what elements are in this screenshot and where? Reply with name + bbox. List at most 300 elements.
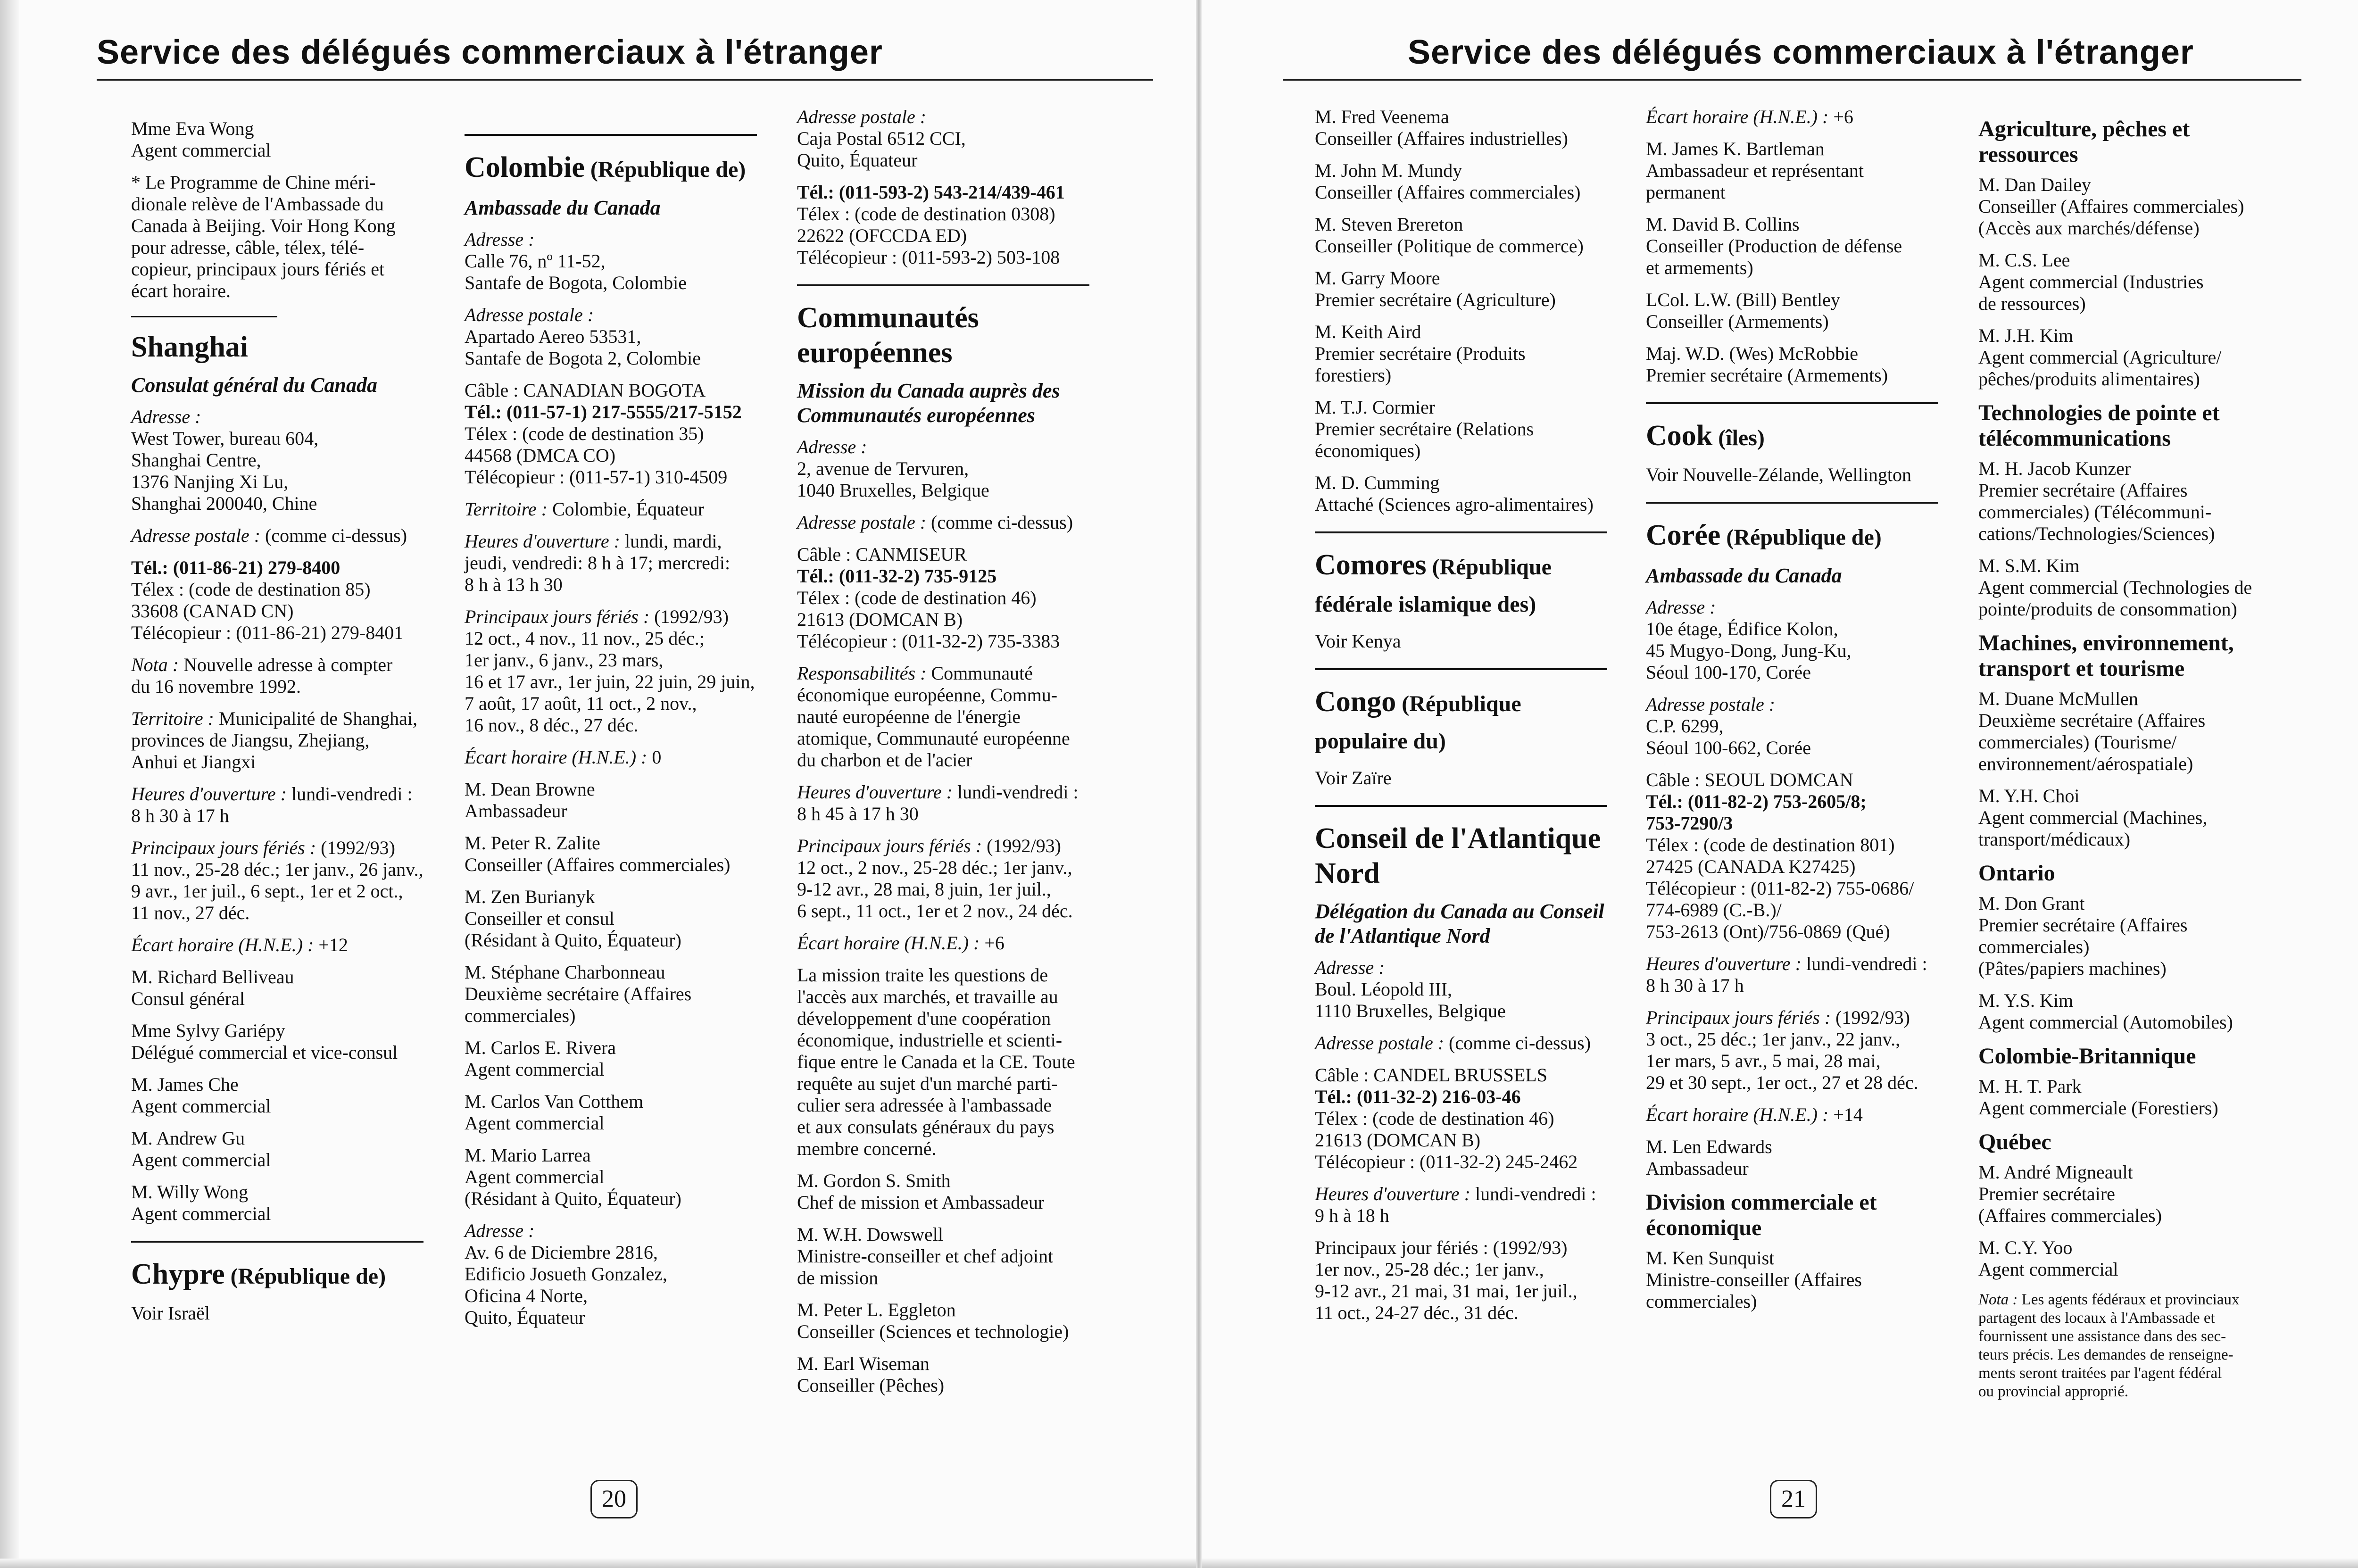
entry-line: provinces de Jiangsu, Zhejiang, (131, 730, 370, 751)
column-4 (1315, 106, 1607, 1334)
section-heading-title: Cook (1646, 420, 1713, 452)
entry-line: Télex : (code de destination 0308) (797, 203, 1055, 224)
directory-entry (131, 118, 423, 161)
field-label: Écart horaire (H.N.E.) : (1646, 106, 1829, 127)
section-heading (131, 1257, 423, 1294)
directory-entry (1315, 767, 1607, 789)
directory-entry (131, 1181, 423, 1225)
entry-line: LCol. L.W. (Bill) Bentley (1646, 289, 1840, 310)
field-value: (comme ci-dessus) (260, 525, 407, 546)
entry-line: Attaché (Sciences agro-alimentaires) (1315, 494, 1594, 515)
directory-entry (797, 932, 1089, 954)
field-label: Adresse postale : (797, 512, 927, 533)
entry-line: environnement/aérospatiale) (1978, 753, 2193, 774)
entry-line: Agent commercial (465, 1112, 605, 1134)
entry-line: et aux consulats généraux du pays (797, 1116, 1054, 1137)
directory-entry (465, 1145, 757, 1210)
section-heading-qualifier: (République fédérale islamique des) (1315, 555, 1552, 617)
entry-line: Ministre-conseiller et chef adjoint (797, 1245, 1054, 1267)
entry-line: M. Richard Belliveau (131, 966, 294, 987)
entry-line: M. C.S. Lee (1978, 249, 2070, 271)
entry-line: 11 oct., 24-27 déc., 31 déc. (1315, 1302, 1519, 1323)
field-label: Adresse postale : (131, 525, 261, 546)
field-label: Adresse postale : (465, 304, 594, 325)
entry-line: M. J.H. Kim (1978, 325, 2074, 346)
entry-line: Agent commercial (465, 1059, 605, 1080)
directory-entry (1315, 1032, 1607, 1054)
entry-line: 1er nov., 25-28 déc.; 1er janv., (1315, 1259, 1544, 1280)
office-name: Mission du Canada auprès des Communautés européennes (797, 379, 1060, 427)
directory-entry (1315, 106, 1607, 149)
entry-line: (Affaires commerciales) (1978, 1205, 2162, 1226)
entry-line: Télécopieur : (011-32-2) 245-2462 (1315, 1151, 1578, 1172)
directory-entry (797, 964, 1089, 1160)
field-value: +12 (314, 934, 348, 955)
entry-line: 774-6989 (C.-B.)/ (1646, 899, 1782, 921)
entry-line: M. Andrew Gu (131, 1128, 245, 1149)
office-name: Consulat général du Canada (131, 373, 378, 397)
directory-entry (1978, 893, 2280, 979)
entry-line: commerciales) (1646, 1291, 1757, 1312)
directory-entry (1646, 464, 1938, 486)
directory-entry (797, 835, 1089, 922)
directory-entry (465, 886, 757, 951)
directory-entry (797, 663, 1089, 771)
directory-entry (1315, 267, 1607, 311)
directory-entry (1315, 472, 1607, 515)
entry-line: 44568 (DMCA CO) (465, 445, 616, 466)
entry-line: Apartado Aereo 53531, (465, 326, 641, 347)
entry-line: Voir Kenya (1315, 631, 1401, 652)
section-divider (1315, 531, 1607, 533)
entry-line: 1er mars, 5 avr., 5 mai, 28 mai, (1646, 1050, 1881, 1071)
entry-line: écart horaire. (131, 280, 231, 301)
entry-line: Agent commercial (Technologies de (1978, 577, 2252, 598)
entry-line: Conseiller (Pêches) (797, 1375, 945, 1396)
field-value: Nouvelle adresse à compter (179, 654, 393, 675)
entry-line: 16 nov., 8 déc., 27 déc. (465, 714, 639, 736)
entry-line: 1110 Bruxelles, Belgique (1315, 1000, 1506, 1021)
entry-line: Av. 6 de Diciembre 2816, (465, 1242, 658, 1263)
entry-line: 12 oct., 4 nov., 11 nov., 25 déc.; (465, 628, 705, 649)
directory-entry (465, 304, 757, 369)
directory-entry (797, 1170, 1089, 1213)
directory-entry (1646, 1136, 1938, 1179)
entry-line: Télex : (code de destination 46) (1315, 1108, 1554, 1129)
section-heading (131, 330, 423, 365)
entry-line: permanent (1646, 182, 1726, 203)
field-label: Adresse : (131, 406, 201, 427)
entry-line: C.P. 6299, (1646, 715, 1724, 737)
directory-entry (131, 1128, 423, 1171)
directory-entry (797, 182, 1089, 268)
entry-line: Canada à Beijing. Voir Hong Kong (131, 215, 396, 236)
section-heading (1315, 821, 1607, 891)
directory-entry (1646, 769, 1938, 943)
entry-line: Santafe de Bogota, Colombie (465, 272, 687, 293)
directory-entry (797, 1353, 1089, 1396)
directory-entry (465, 380, 757, 488)
section-heading-qualifier: (îles) (1712, 425, 1765, 450)
entry-line: copieur, principaux jours fériés et (131, 258, 385, 280)
entry-line: Premier secrétaire (Affaires (1978, 480, 2188, 501)
entry-line: M. Y.S. Kim (1978, 990, 2074, 1011)
entry-line: M. Duane McMullen (1978, 688, 2138, 709)
entry-line: Voir Zaïre (1315, 767, 1392, 788)
entry-line: Télécopieur : (011-32-2) 735-3383 (797, 631, 1060, 652)
entry-line: M. H. T. Park (1978, 1076, 2082, 1097)
entry-line: West Tower, bureau 604, (131, 428, 319, 449)
entry-line: requête au sujet d'un marché parti- (797, 1073, 1058, 1094)
directory-entry (1315, 631, 1607, 652)
entry-line: M. James K. Bartleman (1646, 138, 1825, 159)
entry-line: Anhui et Jiangxi (131, 751, 256, 772)
subsection-heading: Division commerciale et économique (1646, 1190, 1877, 1240)
entry-line: M. Gordon S. Smith (797, 1170, 951, 1191)
directory-entry (1315, 214, 1607, 257)
directory-entry (1646, 953, 1938, 996)
entry-line: (Pâtes/papiers machines) (1978, 958, 2167, 979)
directory-entry (1646, 138, 1938, 203)
entry-line: ments seront traitées par l'agent fédéral (1978, 1365, 2222, 1382)
entry-line: Agent commerciale (Forestiers) (1978, 1097, 2218, 1119)
entry-line: fique entre le Canada et la CE. Toute (797, 1051, 1075, 1072)
section-heading-qualifier: (République populaire du) (1315, 691, 1521, 754)
entry-line: 22622 (OFCCDA ED) (797, 225, 967, 246)
entry-line: de ressources) (1978, 293, 2086, 314)
entry-line: Shanghai 200040, Chine (131, 493, 317, 514)
entry-line: M. D. Cumming (1315, 472, 1440, 493)
subsection-heading: Agriculture, pêches et ressources (1978, 116, 2190, 167)
field-label: Écart horaire (H.N.E.) : (131, 934, 314, 955)
field-value: lundi-vendredi : (1801, 953, 1927, 974)
field-value: 0 (647, 747, 662, 768)
entry-line: 753-7290/3 (1646, 813, 1733, 834)
entry-line: Premier secrétaire (Armements) (1646, 365, 1888, 386)
entry-line: l'accès aux marchés, et travaille au (797, 986, 1058, 1007)
entry-line: Câble : CANADIAN BOGOTA (465, 380, 706, 401)
section-heading (797, 300, 1089, 370)
entry-line: M. T.J. Cormier (1315, 397, 1436, 418)
directory-entry (465, 1091, 757, 1134)
entry-line: Conseiller (Armements) (1646, 311, 1829, 332)
entry-line: Tél.: (011-32-2) 216-03-46 (1315, 1086, 1521, 1107)
entry-line: 16 et 17 avr., 1er juin, 22 juin, 29 juin, (465, 671, 755, 692)
field-label: Nota : (1978, 1291, 2018, 1308)
left-page-header: Service des délégués commerciaux à l'étranger (97, 33, 883, 71)
field-value: Communauté (926, 663, 1033, 684)
entry-line: Télex : (code de destination 35) (465, 423, 704, 444)
directory-entry (131, 966, 423, 1010)
field-label: Écart horaire (H.N.E.) : (1646, 1104, 1829, 1125)
section-heading (1646, 418, 1938, 456)
field-label: Heures d'ouverture : (131, 783, 287, 805)
entry-line: Délégué commercial et vice-consul (131, 1042, 398, 1063)
directory-entry (465, 606, 757, 736)
entry-line: 1040 Bruxelles, Belgique (797, 480, 989, 501)
entry-line: Tél.: (011-86-21) 279-8400 (131, 557, 340, 578)
entry-line: M. Carlos Van Cotthem (465, 1091, 644, 1112)
entry-line: M. Garry Moore (1315, 267, 1440, 289)
entry-line: Quito, Équateur (465, 1307, 585, 1328)
entry-line: M. James Che (131, 1074, 239, 1095)
entry-line: Agent commercial (1978, 1259, 2118, 1280)
entry-line: du 16 novembre 1992. (131, 676, 301, 697)
entry-line: 8 h 30 à 17 h (1646, 975, 1744, 996)
entry-line: M. Dean Browne (465, 779, 595, 800)
directory-entry (1978, 249, 2280, 315)
directory-entry (1978, 688, 2280, 775)
column-3 (797, 106, 1089, 1407)
entry-line: Santafe de Bogota 2, Colombie (465, 348, 701, 369)
office-name: Ambassade du Canada (465, 196, 661, 219)
field-value: (1992/93) (649, 606, 729, 627)
entry-line: pointe/produits de consommation) (1978, 598, 2237, 620)
directory-entry (1646, 289, 1938, 332)
directory-entry (131, 172, 423, 302)
directory-entry (465, 1220, 757, 1328)
directory-entry (797, 106, 1089, 171)
entry-line: 753-2613 (Ont)/756-0869 (Qué) (1646, 921, 1890, 942)
entry-line: nauté européenne de l'énergie (797, 706, 1021, 727)
directory-entry (797, 544, 1089, 652)
entry-line: M. H. Jacob Kunzer (1978, 458, 2131, 479)
entry-line: Calle 76, nº 11-52, (465, 250, 606, 272)
entry-line: Agent commercial (Automobiles) (1978, 1012, 2233, 1033)
entry-line: teurs précis. Les demandes de renseigne- (1978, 1346, 2233, 1363)
entry-line: Agent commercial (Agriculture/ (1978, 347, 2222, 368)
subsection-heading: Colombie-Britannique (1978, 1044, 2196, 1069)
entry-line: économiques) (1315, 440, 1421, 461)
entry-line: transport/médicaux) (1978, 829, 2131, 850)
field-label: Principaux jours fériés : (797, 835, 982, 856)
directory-entry (1315, 1064, 1607, 1173)
directory-entry (465, 531, 757, 596)
section-divider (131, 1241, 423, 1243)
directory-entry (131, 1074, 423, 1117)
entry-line: M. Y.H. Choi (1978, 785, 2080, 806)
entry-line: Conseiller (Politique de commerce) (1315, 235, 1584, 257)
entry-line: Premier secrétaire (Relations (1315, 418, 1534, 440)
entry-line: 6 sept., 11 oct., 1er et 2 nov., 24 déc. (797, 900, 1073, 921)
entry-line: M. John M. Mundy (1315, 160, 1462, 181)
entry-line: Tél.: (011-82-2) 753-2605/8; (1646, 791, 1867, 812)
entry-line: 8 h à 13 h 30 (465, 574, 563, 595)
entry-line: 2, avenue de Tervuren, (797, 458, 969, 479)
page-number-left: 20 (590, 1480, 638, 1518)
directory-entry (1978, 785, 2280, 850)
directory-entry (797, 781, 1089, 825)
entry-line: Shanghai Centre, (131, 449, 261, 471)
section-divider (797, 284, 1089, 286)
entry-line: M. Dan Dailey (1978, 174, 2091, 195)
section-heading-title: Congo (1315, 686, 1396, 718)
entry-line: 45 Mugyo-Dong, Jung-Ku, (1646, 640, 1852, 661)
entry-line: 29 et 30 sept., 1er oct., 27 et 28 déc. (1646, 1072, 1918, 1093)
entry-line: commerciales) (Tourisme/ (1978, 731, 2177, 753)
directory-entry (1646, 1007, 1938, 1094)
entry-line: Télex : (code de destination 801) (1646, 834, 1895, 855)
directory-entry (465, 747, 757, 768)
entry-line: Conseiller (Production de défense (1646, 235, 1902, 257)
section-heading-qualifier: (République de) (1720, 525, 1882, 550)
directory-entry (1646, 214, 1938, 279)
page-number-right: 21 (1770, 1480, 1817, 1518)
directory-entry (131, 837, 423, 924)
entry-line: Boul. Léopold III, (1315, 979, 1453, 1000)
entry-line: cations/Technologies/Sciences) (1978, 523, 2215, 544)
directory-entry (465, 962, 757, 1027)
field-value: Municipalité de Shanghai, (214, 708, 417, 729)
entry-line: 21613 (DOMCAN B) (1315, 1129, 1481, 1151)
entry-line: Caja Postal 6512 CCI, (797, 128, 966, 149)
left-header-rule (97, 79, 1153, 81)
entry-line: M. W.H. Dowswell (797, 1224, 944, 1245)
field-value: lundi-vendredi : (1470, 1183, 1596, 1204)
entry-line: Séoul 100-662, Corée (1646, 737, 1811, 758)
directory-entry (1978, 1237, 2280, 1280)
entry-line: M. Steven Brereton (1315, 214, 1463, 235)
page-edge-left (0, 0, 19, 1568)
field-label: Heures d'ouverture : (1315, 1183, 1470, 1204)
field-label: Adresse : (1315, 957, 1385, 978)
directory-entry (465, 1037, 757, 1080)
field-label: Territoire : (465, 498, 548, 520)
entry-line: M. Zen Burianyk (465, 886, 595, 907)
subsection-heading: Machines, environnement, transport et tourisme (1978, 631, 2234, 681)
subsection-heading: Technologies de pointe et télécommunications (1978, 400, 2220, 451)
entry-line: Maj. W.D. (Wes) McRobbie (1646, 343, 1859, 364)
entry-line: 21613 (DOMCAN B) (797, 609, 963, 630)
entry-line: Conseiller (Affaires commerciales) (465, 854, 731, 875)
column-1 (131, 118, 423, 1335)
field-label: Principaux jours fériés : (1646, 1007, 1831, 1028)
field-label: Nota : (131, 654, 179, 675)
directory-entry (797, 512, 1089, 533)
entry-line: Télex : (code de destination 85) (131, 579, 371, 600)
directory-entry (1646, 597, 1938, 683)
directory-entry (131, 708, 423, 773)
entry-line: Agent commercial (Industries (1978, 271, 2204, 292)
entry-line: 9-12 avr., 21 mai, 31 mai, 1er juil., (1315, 1280, 1578, 1302)
entry-line: Séoul 100-170, Corée (1646, 662, 1811, 683)
entry-line: Agent commercial (131, 140, 271, 161)
entry-line: Télécopieur : (011-57-1) 310-4509 (465, 466, 728, 488)
entry-line: M. Stéphane Charbonneau (465, 962, 665, 983)
directory-entry (1315, 1183, 1607, 1227)
directory-entry (131, 525, 423, 547)
section-divider (1646, 402, 1938, 404)
column-6 (1978, 106, 2280, 1411)
field-value: lundi-vendredi : (286, 783, 413, 805)
field-label: Adresse : (1646, 597, 1716, 618)
field-label: Principaux jours fériés : (131, 837, 316, 858)
entry-line: commerciales) (Télécommuni- (1978, 501, 2212, 523)
section-heading (1315, 548, 1607, 622)
field-label: Adresse : (797, 436, 867, 457)
section-divider (1646, 502, 1938, 504)
directory-entry (1315, 1237, 1607, 1324)
entry-line: économique, industrielle et scienti- (797, 1029, 1063, 1051)
directory-entry (1978, 458, 2280, 545)
entry-line: M. Peter L. Eggleton (797, 1299, 956, 1320)
directory-entry (1646, 694, 1938, 759)
field-value: (1992/93) (1831, 1007, 1910, 1028)
entry-line: M. Fred Veenema (1315, 106, 1449, 127)
entry-line: (Résidant à Quito, Équateur) (465, 929, 681, 951)
entry-line: Conseiller et consul (465, 908, 614, 929)
directory-entry (1646, 1247, 1938, 1312)
entry-line: forestiers) (1315, 365, 1392, 386)
entry-line: M. Mario Larrea (465, 1145, 591, 1166)
entry-line: 12 oct., 2 nov., 25-28 déc.; 1er janv., (797, 857, 1072, 878)
entry-line: M. Peter R. Zalite (465, 832, 600, 854)
section-heading (1315, 684, 1607, 759)
field-label: Adresse postale : (797, 106, 927, 127)
field-label: Responsabilités : (797, 663, 927, 684)
entry-line: 9 h à 18 h (1315, 1205, 1389, 1226)
entry-line: Edificio Josueth Gonzalez, (465, 1263, 667, 1285)
right-page-header: Service des délégués commerciaux à l'étranger (1408, 33, 2194, 71)
entry-line: atomique, Communauté européenne (797, 728, 1070, 749)
entry-line: Télécopieur : (011-86-21) 279-8401 (131, 622, 404, 643)
field-value: (comme ci-dessus) (926, 512, 1073, 533)
directory-entry (1315, 160, 1607, 203)
entry-line: Câble : SEOUL DOMCAN (1646, 769, 1853, 790)
entry-line: M. Carlos E. Rivera (465, 1037, 616, 1058)
section-heading-title: Communautés européennes (797, 302, 979, 369)
entry-line: M. Willy Wong (131, 1181, 249, 1203)
entry-line: et armements) (1646, 257, 1753, 278)
entry-line: Consul général (131, 988, 245, 1009)
field-label: Écart horaire (H.N.E.) : (797, 932, 980, 954)
section-heading-title: Comores (1315, 549, 1427, 581)
entry-line: (Accès aux marchés/défense) (1978, 217, 2200, 239)
subsection-heading: Québec (1978, 1129, 2051, 1154)
directory-entry (131, 1303, 423, 1324)
directory-entry (1978, 1161, 2280, 1227)
directory-entry (797, 436, 1089, 501)
book-spine (1196, 0, 1202, 1568)
entry-line: ou provincial approprié. (1978, 1383, 2128, 1400)
field-label: Principaux jours fériés : (465, 606, 650, 627)
directory-entry (1978, 325, 2280, 390)
entry-line: Premier secrétaire (1978, 1183, 2115, 1204)
footnote (1978, 1291, 2280, 1401)
entry-line: Agent commercial (131, 1095, 271, 1117)
entry-line: (Résidant à Quito, Équateur) (465, 1188, 681, 1209)
directory-entry (1978, 990, 2280, 1033)
entry-line: 11 nov., 25-28 déc.; 1er janv., 26 janv., (131, 859, 423, 880)
entry-line: culier sera adressée à l'ambassade (797, 1095, 1052, 1116)
section-heading (1646, 518, 1938, 555)
directory-entry (131, 654, 423, 697)
field-label: Heures d'ouverture : (797, 781, 953, 803)
entry-line: 10e étage, Édifice Kolon, (1646, 618, 1838, 639)
section-divider (1315, 805, 1607, 807)
entry-line: Conseiller (Sciences et technologie) (797, 1321, 1069, 1342)
field-value: +6 (1828, 106, 1853, 127)
field-label: Adresse : (465, 1220, 535, 1241)
section-heading-qualifier: (République de) (224, 1264, 386, 1289)
entry-line: commerciales) (1978, 936, 2090, 957)
entry-line: Tél.: (011-593-2) 543-214/439-461 (797, 182, 1065, 203)
entry-line: Câble : CANDEL BRUSSELS (1315, 1064, 1547, 1086)
entry-line: M. Earl Wiseman (797, 1353, 930, 1374)
section-heading-title: Corée (1646, 519, 1721, 551)
office-name: Ambassade du Canada (1646, 564, 1842, 587)
field-value: lundi, mardi, (620, 531, 722, 552)
